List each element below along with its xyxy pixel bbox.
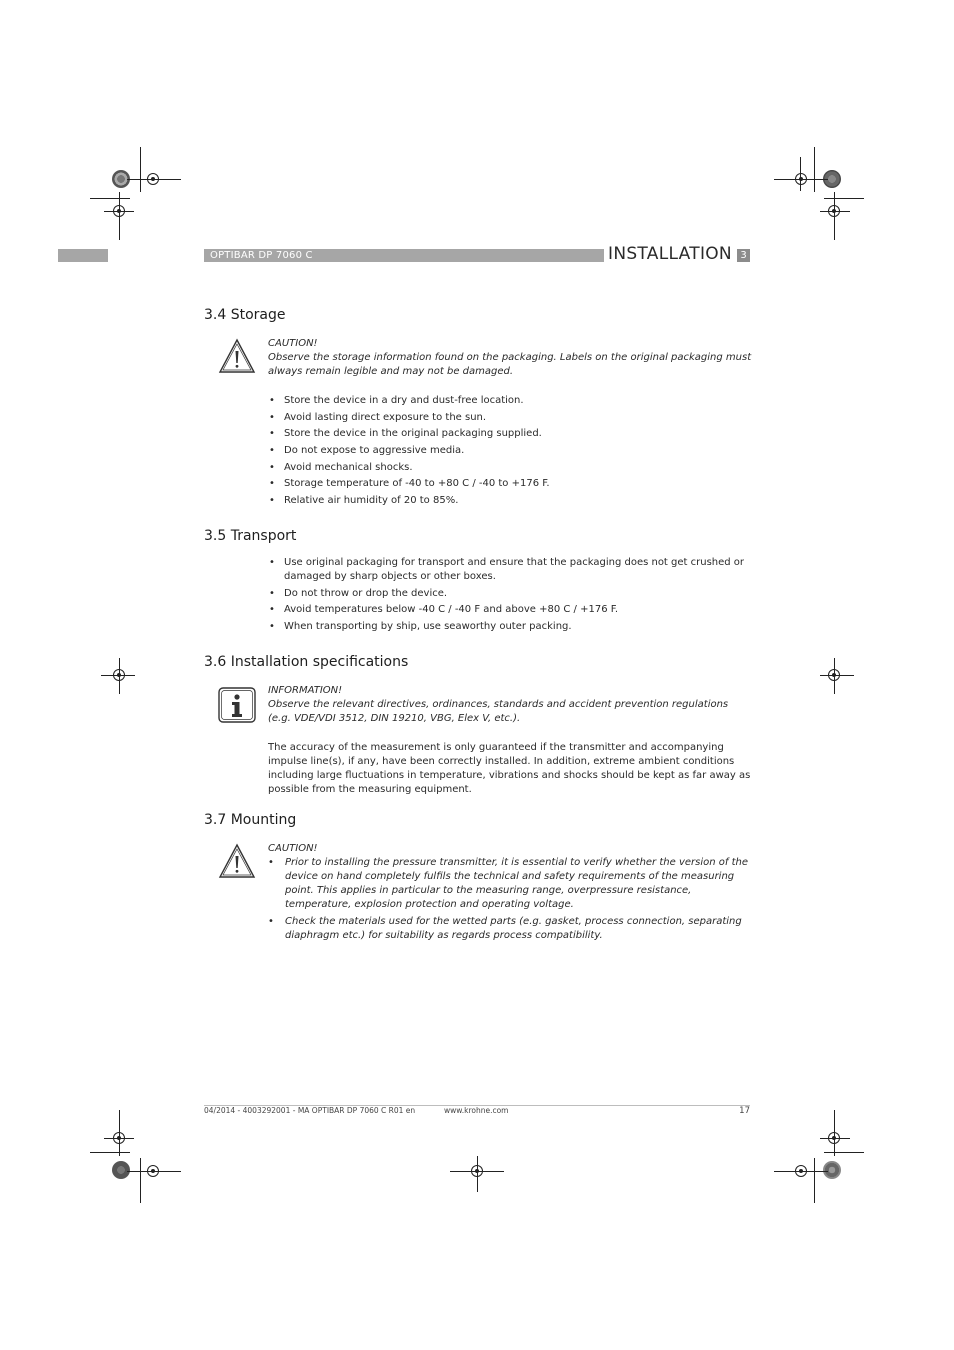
information-text: Observe the relevant directives, ordinances, standards and accident prevention regulations (e.g. VDE/VDI 3512, DIN 19210, VBG, Elex V, etc.). bbox=[268, 699, 729, 724]
footer-website: www.krohne.com bbox=[444, 1106, 509, 1115]
info-icon bbox=[218, 687, 256, 723]
storage-list bbox=[268, 394, 752, 511]
crosshair-target-icon bbox=[113, 205, 125, 217]
list-item: • Store the device in the original packaging supplied. bbox=[268, 427, 752, 441]
crosshair-target-icon bbox=[828, 1132, 840, 1144]
color-wheel-icon bbox=[112, 1161, 130, 1179]
crosshair-target-icon bbox=[113, 669, 125, 681]
section-heading-mounting: 3.7 Mounting bbox=[204, 812, 297, 828]
list-item: • Do not expose to aggressive media. bbox=[268, 444, 752, 458]
crosshair-target-icon bbox=[147, 173, 159, 185]
transport-list bbox=[268, 556, 752, 637]
crosshair-target-icon bbox=[147, 1165, 159, 1177]
header-product-name: OPTIBAR DP 7060 C bbox=[210, 250, 313, 261]
list-item: • Avoid temperatures below -40 C / -40 F and above +80 C / +176 F. bbox=[268, 603, 752, 617]
caution-text: Observe the storage information found on the packaging. Labels on the original packaging must always remain legible and may not be damaged. bbox=[268, 352, 752, 377]
crosshair-target-icon bbox=[795, 1165, 807, 1177]
list-item: • Relative air humidity of 20 to 85%. bbox=[268, 494, 752, 508]
list-item: • Storage temperature of -40 to +80 C / -40 to +176 F. bbox=[268, 477, 752, 491]
section-heading-transport: 3.5 Transport bbox=[204, 528, 297, 544]
footer-page-number: 17 bbox=[739, 1106, 750, 1116]
warning-triangle-icon bbox=[218, 842, 256, 880]
list-item: • When transporting by ship, use seaworthy outer packing. bbox=[268, 620, 752, 634]
crosshair-target-icon bbox=[828, 205, 840, 217]
list-item: • Use original packaging for transport and ensure that the packaging does not get crushed or damaged by sharp objects or other boxes. bbox=[268, 556, 752, 584]
footer-doc-reference: 04/2014 - 4003292001 - MA OPTIBAR DP 7060 C R01 en bbox=[204, 1106, 416, 1115]
caution-label: CAUTION! bbox=[268, 338, 318, 349]
section-heading-storage: 3.4 Storage bbox=[204, 307, 286, 323]
header-left-bar bbox=[58, 249, 108, 262]
installation-body-text: The accuracy of the measurement is only guaranteed if the transmitter and accompanying impulse line(s), if any, have been correctly installed. In addition, extreme ambient conditions including large fluctuations in temperature, vibrations and shocks should be kept as far away as possible from the measuring equipment. bbox=[268, 742, 751, 795]
caution-note-storage bbox=[268, 337, 752, 379]
caution-label: CAUTION! bbox=[268, 843, 318, 854]
crosshair-target-icon bbox=[795, 173, 807, 185]
crosshair-target-icon bbox=[828, 669, 840, 681]
crosshair-target-icon bbox=[471, 1165, 483, 1177]
list-item: • Store the device in a dry and dust-free location. bbox=[268, 394, 752, 408]
list-item: • Check the materials used for the wetted parts (e.g. gasket, process connection, separating diaphragm etc.) for suitability as regards process compatibility. bbox=[268, 915, 752, 943]
information-label: INFORMATION! bbox=[268, 685, 343, 696]
list-item: • Do not throw or drop the device. bbox=[268, 587, 752, 601]
list-item: • Avoid mechanical shocks. bbox=[268, 461, 752, 475]
caution-list bbox=[268, 856, 752, 943]
chapter-title: INSTALLATION bbox=[608, 244, 732, 264]
crosshair-target-icon bbox=[113, 1132, 125, 1144]
list-item: • Avoid lasting direct exposure to the sun. bbox=[268, 411, 752, 425]
section-heading-installation: 3.6 Installation specifications bbox=[204, 654, 409, 670]
caution-note-mounting bbox=[268, 842, 752, 946]
warning-triangle-icon bbox=[218, 337, 256, 375]
information-note bbox=[268, 684, 752, 726]
list-item: • Prior to installing the pressure transmitter, it is essential to verify whether the version of the device on hand completely fulfils the technical and safety requirements of the measuring point. This applies in particular to the measuring range, overpressure resistance, temperature, explosion protection and operating voltage. bbox=[268, 856, 752, 912]
color-wheel-icon bbox=[823, 1161, 841, 1179]
chapter-number-badge: 3 bbox=[737, 249, 750, 262]
